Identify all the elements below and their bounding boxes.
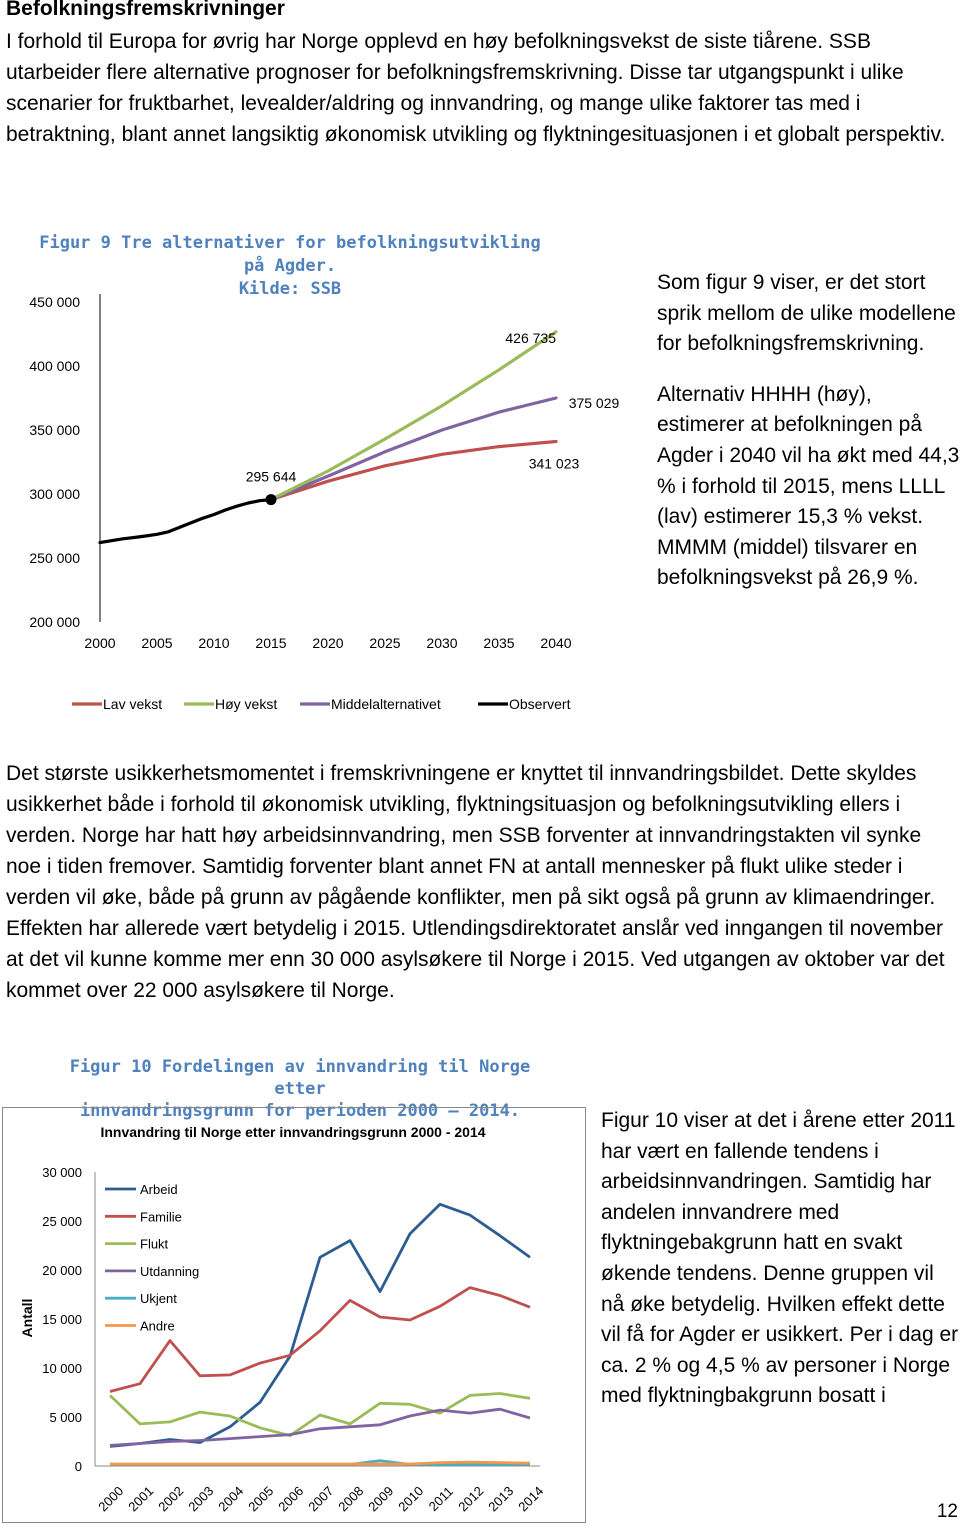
y-tick-label: 15 000 — [42, 1312, 82, 1327]
immigration-chart — [0, 1100, 590, 1527]
y-tick-label: 30 000 — [42, 1165, 82, 1180]
figure9-caption-line2: Kilde: SSB — [238, 279, 342, 299]
legend-label-observert: Observert — [509, 696, 571, 712]
x-tick-label: 2040 — [540, 635, 572, 651]
y-tick-label: 350 000 — [29, 422, 80, 438]
intro-paragraph: I forhold til Europa for øvrig har Norge opplevd en høy befolkningsvekst de siste tiårene. SSB utarbeider flere alternative prognoser for befolkningsfremskrivning. Disse tar utgangspunkt i ulike scenarier for fruktbarhet, levealder/aldring og innvandring, og mange ulike faktorer tas med i betraktning, blant annet langsiktig økonomisk utvikling og flyktningesituasjonen i et globalt perspektiv. — [6, 30, 946, 146]
y-tick-label: 200 000 — [29, 614, 80, 630]
x-tick-label: 2030 — [426, 635, 458, 651]
x-tick-label: 2010 — [395, 1483, 427, 1515]
immigration-paragraph: Det største usikkerhetsmomentet i fremskrivningene er knyttet til innvandringsbildet. Dette skyldes usikkerhet både i forhold til økonomisk utvikling, flyktningsituasjon og befolkningsutvikling ellers i verden. Norge har hatt høy arbeidsinnvandring, men SSB forventer at innvandringstakten vil synke noe i tiden fremover. Samtidig forventer blant annet FN at antall mennesker på flukt ulike steder i verden vil øke, både på grunn av pågående konflikter, men på sikt også på grunn av klimaendringer. Effekten har allerede vært betydelig i 2015. Utlendingsdirektoratet anslår ved inngangen til november at det vil kunne komme mer enn 30 000 asylsøkere til Norge i 2015. Ved utgangen av oktober var det kommet over 22 000 asylsøkere til Norge. — [6, 762, 945, 1002]
legend-label-andre: Andre — [140, 1318, 175, 1334]
legend-label-familie: Familie — [140, 1209, 182, 1225]
population-chart — [0, 280, 640, 730]
chart-frame — [3, 1108, 586, 1523]
x-tick-label: 2009 — [365, 1483, 397, 1515]
annotation-2015: 295 644 — [245, 468, 297, 485]
annotation-high: 426 735 — [505, 329, 556, 346]
page-number: 12 — [936, 1501, 958, 1522]
legend-label-flukt: Flukt — [140, 1236, 169, 1252]
x-tick-label: 2006 — [275, 1483, 307, 1515]
y-tick-label: 450 000 — [29, 294, 80, 310]
y-tick-label: 250 000 — [29, 550, 80, 566]
x-tick-label: 2000 — [95, 1483, 127, 1515]
x-tick-label: 2005 — [141, 635, 173, 651]
legend-label-hoy-vekst: Høy vekst — [215, 696, 278, 712]
y-tick-label: 10 000 — [42, 1361, 82, 1376]
legend-label-ukjent: Ukjent — [140, 1291, 177, 1307]
series-hoy-vekst — [271, 329, 556, 500]
x-tick-label: 2035 — [483, 635, 515, 651]
x-tick-label: 2014 — [515, 1483, 547, 1515]
y-tick-label: 25 000 — [42, 1214, 82, 1229]
x-tick-label: 2001 — [125, 1483, 157, 1515]
figure10-commentary: Figur 10 viser at det i årene etter 2011 har vært en fallende tendens i arbeidsinnvandringen. Samtidig har andelen innvandrere med flyktningebakgrunn hatt en svakt økende tendens. Denne gruppen vil nå øke betydelig. Hvilken effekt dette vil få for Agder er usikkert. Per i dag er ca. 2 % og 4,5 % av personer i Norge med flyktningbakgrunn bosatt i — [601, 1109, 959, 1408]
observed-2015-marker — [266, 494, 277, 505]
x-tick-label: 2025 — [369, 635, 401, 651]
x-tick-label: 2015 — [255, 635, 287, 651]
legend-label-utdanning: Utdanning — [140, 1263, 200, 1279]
y-tick-label: 0 — [74, 1459, 82, 1474]
series-observert — [100, 500, 271, 543]
y-tick-label: 300 000 — [29, 486, 80, 502]
series-lav-vekst — [271, 442, 556, 500]
chart-title: Innvandring til Norge etter innvandringsgrunn 2000 - 2014 — [100, 1124, 486, 1140]
annotation-middle: 375 029 — [568, 394, 620, 411]
figure9-commentary — [657, 268, 960, 594]
y-axis-label: Antall — [19, 1298, 35, 1338]
figure10-caption-line2: innvandringsgrunn for perioden 2000 – 2014. — [79, 1101, 521, 1121]
annotation-low: 341 023 — [528, 455, 580, 472]
x-tick-label: 2013 — [485, 1483, 517, 1515]
x-tick-label: 2007 — [305, 1483, 337, 1515]
legend-label-arbeid: Arbeid — [140, 1182, 178, 1197]
section-heading: Befolkningsfremskrivninger — [6, 0, 285, 20]
x-tick-label: 2005 — [245, 1483, 277, 1515]
x-tick-label: 2010 — [198, 635, 230, 651]
commentary-p2: Alternativ HHHH (høy), estimerer at befolkningen på Agder i 2040 vil ha økt med 44,3 % i forhold til 2015, mens LLLL (lav) estimerer 15,3 % vekst. MMMM (middel) tilsvarer en befolkningsvekst på 26,9 %. — [657, 382, 960, 590]
x-tick-label: 2002 — [155, 1483, 187, 1515]
x-tick-label: 2020 — [312, 635, 344, 651]
legend-label-middelalternativet: Middelalternativet — [331, 696, 441, 712]
commentary-p1: Som figur 9 viser, er det stort sprik mellom de ulike modellene for befolkningsfremskrivning. — [657, 271, 956, 356]
x-tick-label: 2008 — [335, 1483, 367, 1515]
legend-label-lav-vekst: Lav vekst — [103, 696, 163, 712]
x-tick-label: 2004 — [215, 1483, 247, 1515]
x-tick-label: 2012 — [455, 1483, 487, 1515]
y-tick-label: 5 000 — [49, 1410, 82, 1425]
figure10-caption-line1: Figur 10 Fordelingen av innvandring til Norge etter — [69, 1057, 531, 1099]
x-tick-label: 2003 — [185, 1483, 217, 1515]
x-tick-label: 2011 — [425, 1483, 457, 1515]
y-tick-label: 400 000 — [29, 358, 80, 374]
x-tick-label: 2000 — [84, 635, 116, 651]
y-tick-label: 20 000 — [42, 1263, 82, 1278]
figure9-caption-line1: Figur 9 Tre alternativer for befolkningsutvikling på Agder. — [39, 233, 541, 276]
